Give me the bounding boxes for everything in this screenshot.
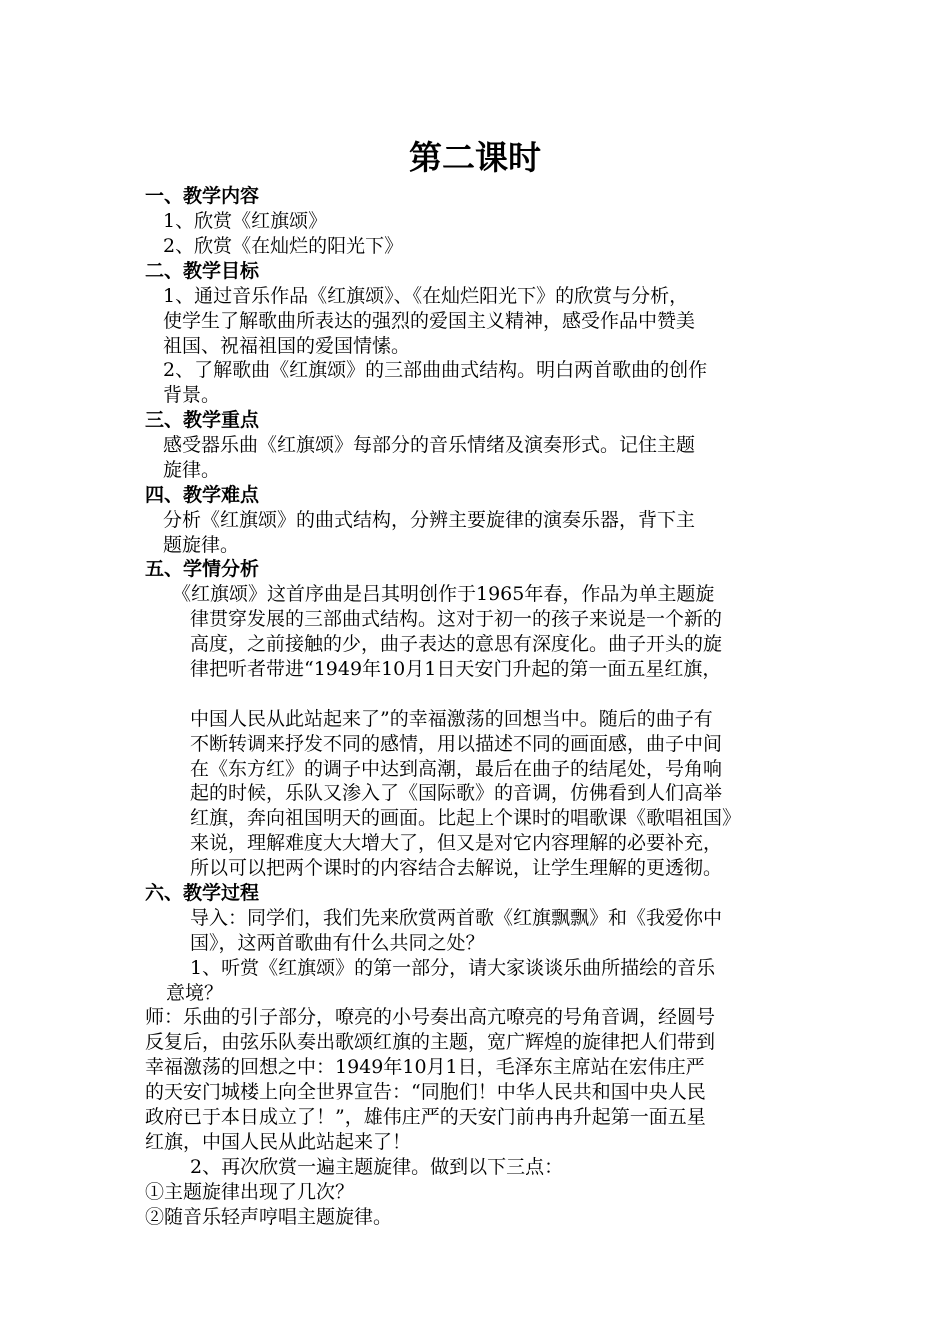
list-item: ②随音乐轻声哼唱主题旋律。 [145,1206,393,1228]
text-line: 不断转调来抒发不同的感情，用以描述不同的画面感，曲子中间 [190,733,723,755]
page-title: 第二课时 [409,138,541,177]
text-line: 所以可以把两个课时的内容结合去解说，让学生理解的更透彻。 [190,857,723,879]
text-line: 中国人民从此站起来了”的幸福激荡的回想当中。随后的曲子有 [190,708,713,730]
text-line: 起的时候，乐队又渗入了《国际歌》的音调，仿佛看到人们高举 [190,782,723,804]
text-line: 使学生了解歌曲所表达的强烈的爱国主义精神，感受作品中赞美 [163,310,696,332]
text-line: 律把听者带进“1949年10月1日天安门升起的第一面五星红旗， [190,658,722,680]
text-line: 幸福激荡的回想之中：1949年10月1日，毛泽东主席站在宏伟庄严 [145,1056,705,1078]
text-line: 背景。 [163,384,221,406]
section-heading-analysis: 五、学情分析 [145,558,260,580]
text-line: 来说，理解难度大大增大了，但又是对它内容理解的必要补充， [190,832,723,854]
content-item: 2、欣赏《在灿烂的阳光下》 [163,235,404,257]
text-line: 感受器乐曲《红旗颂》每部分的音乐情绪及演奏形式。记住主题 [163,434,696,456]
section-heading-content: 一、教学内容 [145,185,260,207]
text-line: 意境？ [166,982,224,1004]
list-item: ①主题旋律出现了几次？ [145,1181,355,1203]
text-line: 《红旗颂》这首序曲是吕其明创作于1965年春，作品为单主题旋 [172,583,715,605]
text-line: 红旗，奔向祖国明天的画面。比起上个课时的唱歌课《歌唱祖国》 [190,807,742,829]
text-line: 律贯穿发展的三部曲式结构。这对于初一的孩子来说是一个新的 [190,608,723,630]
text-line: 祖国、祝福祖国的爱国情愫。 [163,335,411,357]
text-line: 政府已于本日成立了！”，雄伟庄严的天安门前冉冉升起第一面五星 [145,1106,706,1128]
text-line: 1、听赏《红旗颂》的第一部分，请大家谈谈乐曲所描绘的音乐 [190,957,716,979]
text-line: 2、了解歌曲《红旗颂》的三部曲曲式结构。明白两首歌曲的创作 [163,359,708,381]
text-line: 高度，之前接触的少，曲子表达的意思有深度化。曲子开头的旋 [190,633,723,655]
text-line: 2、再次欣赏一遍主题旋律。做到以下三点： [190,1156,564,1178]
section-heading-focus: 三、教学重点 [145,409,260,431]
text-line: 红旗，中国人民从此站起来了！ [145,1131,412,1153]
content-item: 1、欣赏《红旗颂》 [163,210,328,232]
text-line: 在《东方红》的调子中达到高潮，最后在曲子的结尾处，号角响 [190,758,723,780]
text-line: 师：乐曲的引子部分，嘹亮的小号奏出高亢嘹亮的号角音调，经圆号 [145,1006,716,1028]
section-heading-goals: 二、教学目标 [145,260,260,282]
text-line: 反复后，由弦乐队奏出歌颂红旗的主题，宽广辉煌的旋律把人们带到 [145,1031,716,1053]
text-line: 分析《红旗颂》的曲式结构，分辨主要旋律的演奏乐器，背下主 [163,509,696,531]
text-line: 导入：同学们，我们先来欣赏两首歌《红旗飘飘》和《我爱你中 [190,907,723,929]
text-line: 国》，这两首歌曲有什么共同之处？ [190,932,485,954]
text-line: 题旋律。 [163,534,240,556]
section-heading-difficulty: 四、教学难点 [145,484,260,506]
text-line: 旋律。 [163,459,221,481]
text-line: 1、通过音乐作品《红旗颂》、《在灿烂阳光下》的欣赏与分析， [163,285,689,307]
section-heading-process: 六、教学过程 [145,882,260,904]
text-line: 的天安门城楼上向全世界宣告：“同胞们！中华人民共和国中央人民 [145,1081,706,1103]
